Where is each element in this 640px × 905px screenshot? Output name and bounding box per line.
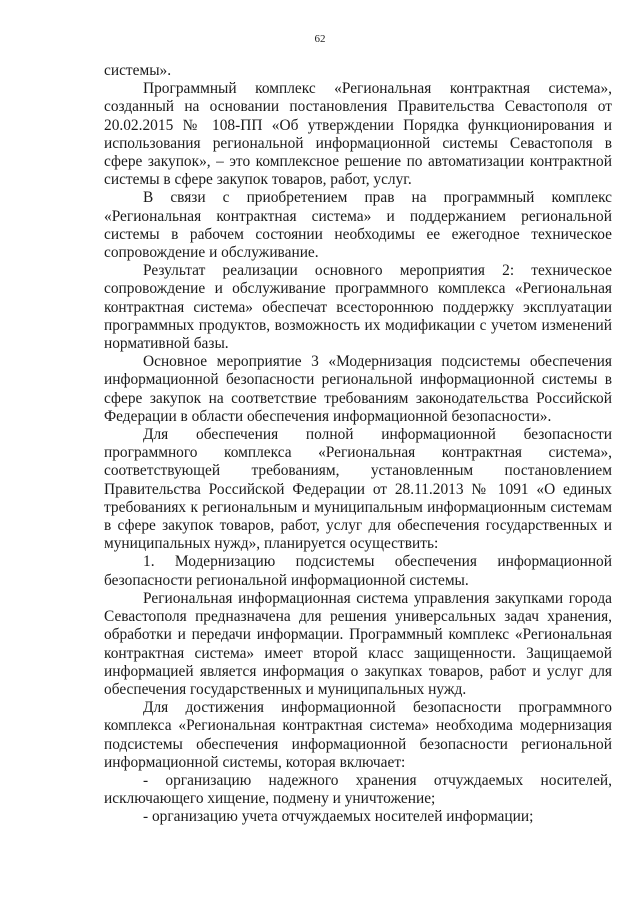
paragraph-5: Для обеспечения полной информационной безопасности программного комплекса «Региональная контрактная система», соответствующей требованиям, установленным постановлением Правительства Российской Федерации от 28.11.2013 № 1091 «О единых требованиях к региональным и муниципальным информационным системам в сфере закупок товаров, работ, услуг для обеспечения государственных и муниципальных нужд», планируется осуществить: [104,426,612,553]
page-number: 62 [314,33,326,45]
paragraph-10: - организацию учета отчуждаемых носителей информации; [143,808,534,826]
paragraph-8: Для достижения информационной безопасности программного комплекса «Региональная контрактная система» необходима модернизация подсистемы обеспечения информационной безопасности региональной информационной системы, которая включает: [104,699,612,771]
paragraph-4: Основное мероприятие 3 «Модернизация подсистемы обеспечения информационной безопасности региональной информационной системы в сфере закупок на соответствие требованиям законодательства Российской Федерации в области обеспечения информационной безопасности». [104,353,612,425]
paragraph-6: 1. Модернизацию подсистемы обеспечения информационной безопасности региональной информационной системы. [104,553,612,589]
paragraph-3: Результат реализации основного мероприятия 2: техническое сопровождение и обслуживание программного комплекса «Региональная контрактная система» обеспечат всестороннюю поддержку эксплуатации программных продуктов, возможность их модификации с учетом изменений нормативной базы. [104,262,612,353]
paragraph-0: системы». [104,62,172,79]
paragraph-9: - организацию надежного хранения отчуждаемых носителей, исключающего хищение, подмену и уничтожение; [104,771,612,808]
paragraph-2: В связи с приобретением прав на программный комплекс «Региональная контрактная система» и поддержанием региональной системы в рабочем состоянии необходимы ее ежегодное техническое сопровождение и обслуживание. [104,189,612,262]
document-body [104,62,612,827]
paragraph-1: Программный комплекс «Региональная контрактная система», созданный на основании постановления Правительства Севастополя от 20.02.2015 № 108-ПП «Об утверждении Порядка функционирования и использования региональной информационной системы Севастополя в сфере закупок», – это комплексное решение по автоматизации контрактной системы в сфере закупок товаров, работ, услуг. [104,80,612,189]
paragraph-7: Региональная информационная система управления закупками города Севастополя предназначена для решения универсальных задач хранения, обработки и передачи информации. Программный комплекс «Региональная контрактная система» имеет второй класс защищенности. Защищаемой информацией является информация о закупках товаров, работ и услуг для обеспечения государственных и муниципальных нужд. [104,589,612,698]
